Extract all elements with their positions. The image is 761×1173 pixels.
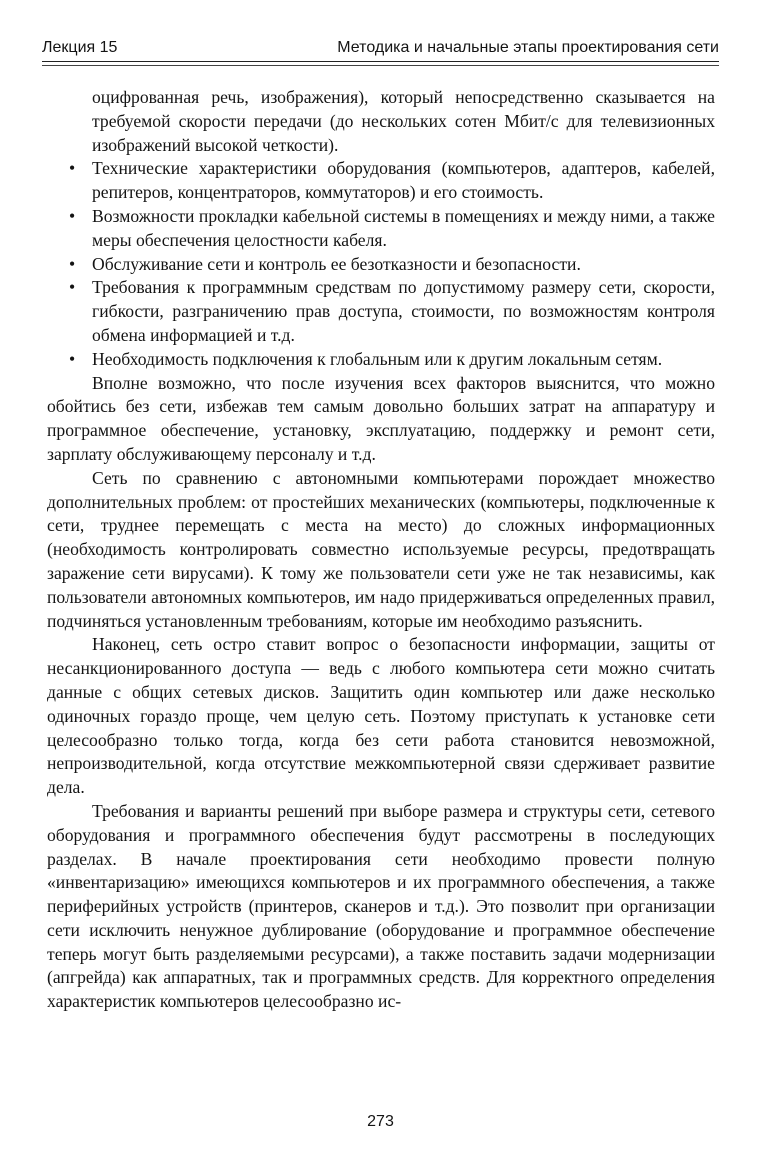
bullet-icon: • (69, 205, 76, 226)
bullet-icon: • (69, 277, 76, 298)
list-item (47, 157, 715, 205)
paragraph: Требования и варианты решений при выборе размера и структуры сети, сетевого оборудования и программного обеспечения будут рассмотрены в последующих разделах. В начале проектирования сети необходимо провести полную «инвентаризацию» имеющихся компьютеров и их программного обеспечения, а также периферийных устройств (принтеров, сканеров и т.д.). Это позволит при организации сети исключить ненужное дублирование (оборудование и программное обеспечение теперь могут быть разделяемыми ресурсами), а также поставить задачи модернизации (апгрейда) как аппаратных, так и программных средств. Для корректного определения характеристик компьютеров целесообразно ис- (47, 800, 715, 1012)
header-rule (42, 61, 719, 62)
page-number: 273 (367, 1113, 394, 1130)
bullet-icon: • (69, 158, 76, 179)
list-item-text: Возможности прокладки кабельной системы в помещениях и между ними, а также меры обеспечения целостности кабеля. (92, 205, 715, 250)
list-item (47, 205, 715, 253)
list-item-text: Необходимость подключения к глобальным или к другим локальным сетям. (92, 348, 663, 369)
bullet-icon: • (69, 253, 76, 274)
list-item-text: Технические характеристики оборудования (компьютеров, адаптеров, кабелей, репитеров, концентраторов, коммутаторов) и его стоимость. (92, 158, 715, 203)
lecture-label: Лекция 15 (42, 39, 118, 56)
list-item-text: Требования к программным средствам по допустимому размеру сети, скорости, гибкости, разграничению прав доступа, стоимости, по возможностям контроля обмена информацией и т.д. (92, 277, 715, 345)
page-body (47, 86, 715, 1014)
list-item (47, 276, 715, 347)
running-header (42, 36, 719, 60)
factor-list (47, 157, 715, 371)
paragraph: Наконец, сеть остро ставит вопрос о безопасности информации, защиты от несанкционированного доступа — ведь с любого компьютера сети можно считать данные с общих сетевых дисков. Защитить один компьютер или даже несколько одиночных гораздо проще, чем целую сеть. Поэтому приступать к установке сети целесообразно только тогда, когда без сети работа становится невозможной, непроизводительной, когда отсутствие межкомпьютерной связи сдерживает развитие дела. (47, 634, 715, 798)
paragraph: Вполне возможно, что после изучения всех факторов выяснится, что можно обойтись без сети, избежав тем самым довольно больших затрат на аппаратуру и программное обеспечение, установку, эксплуатацию, поддержку и ремонт сети, зарплату обслуживающему персоналу и т.д. (47, 372, 715, 464)
list-item (47, 253, 715, 277)
header-rule-thin (42, 65, 719, 66)
list-item (47, 348, 715, 372)
paragraph: Сеть по сравнению с автономными компьютерами порождает множество дополнительных проблем: от простейших механических (компьютеры, подключенные к сети, труднее перемещать с места на место) до сложных информационных (необходимость контролировать совместно используемые ресурсы, предотвращать заражение сети вирусами). К тому же пользователи сети уже не так независимы, как пользователи автономных компьютеров, им надо придерживаться определенных правил, подчиняться установленным требованиям, которые им необходимо разъяснить. (47, 467, 715, 631)
chapter-title: Методика и начальные этапы проектирования сети (337, 39, 719, 56)
bullet-icon: • (69, 348, 76, 369)
continuation-text: оцифрованная речь, изображения), который непосредственно сказывается на требуемой скорости передачи (до нескольких сотен Мбит/с для телевизионных изображений высокой четкости). (92, 87, 715, 155)
list-item-text: Обслуживание сети и контроль ее безотказности и безопасности. (92, 253, 581, 274)
